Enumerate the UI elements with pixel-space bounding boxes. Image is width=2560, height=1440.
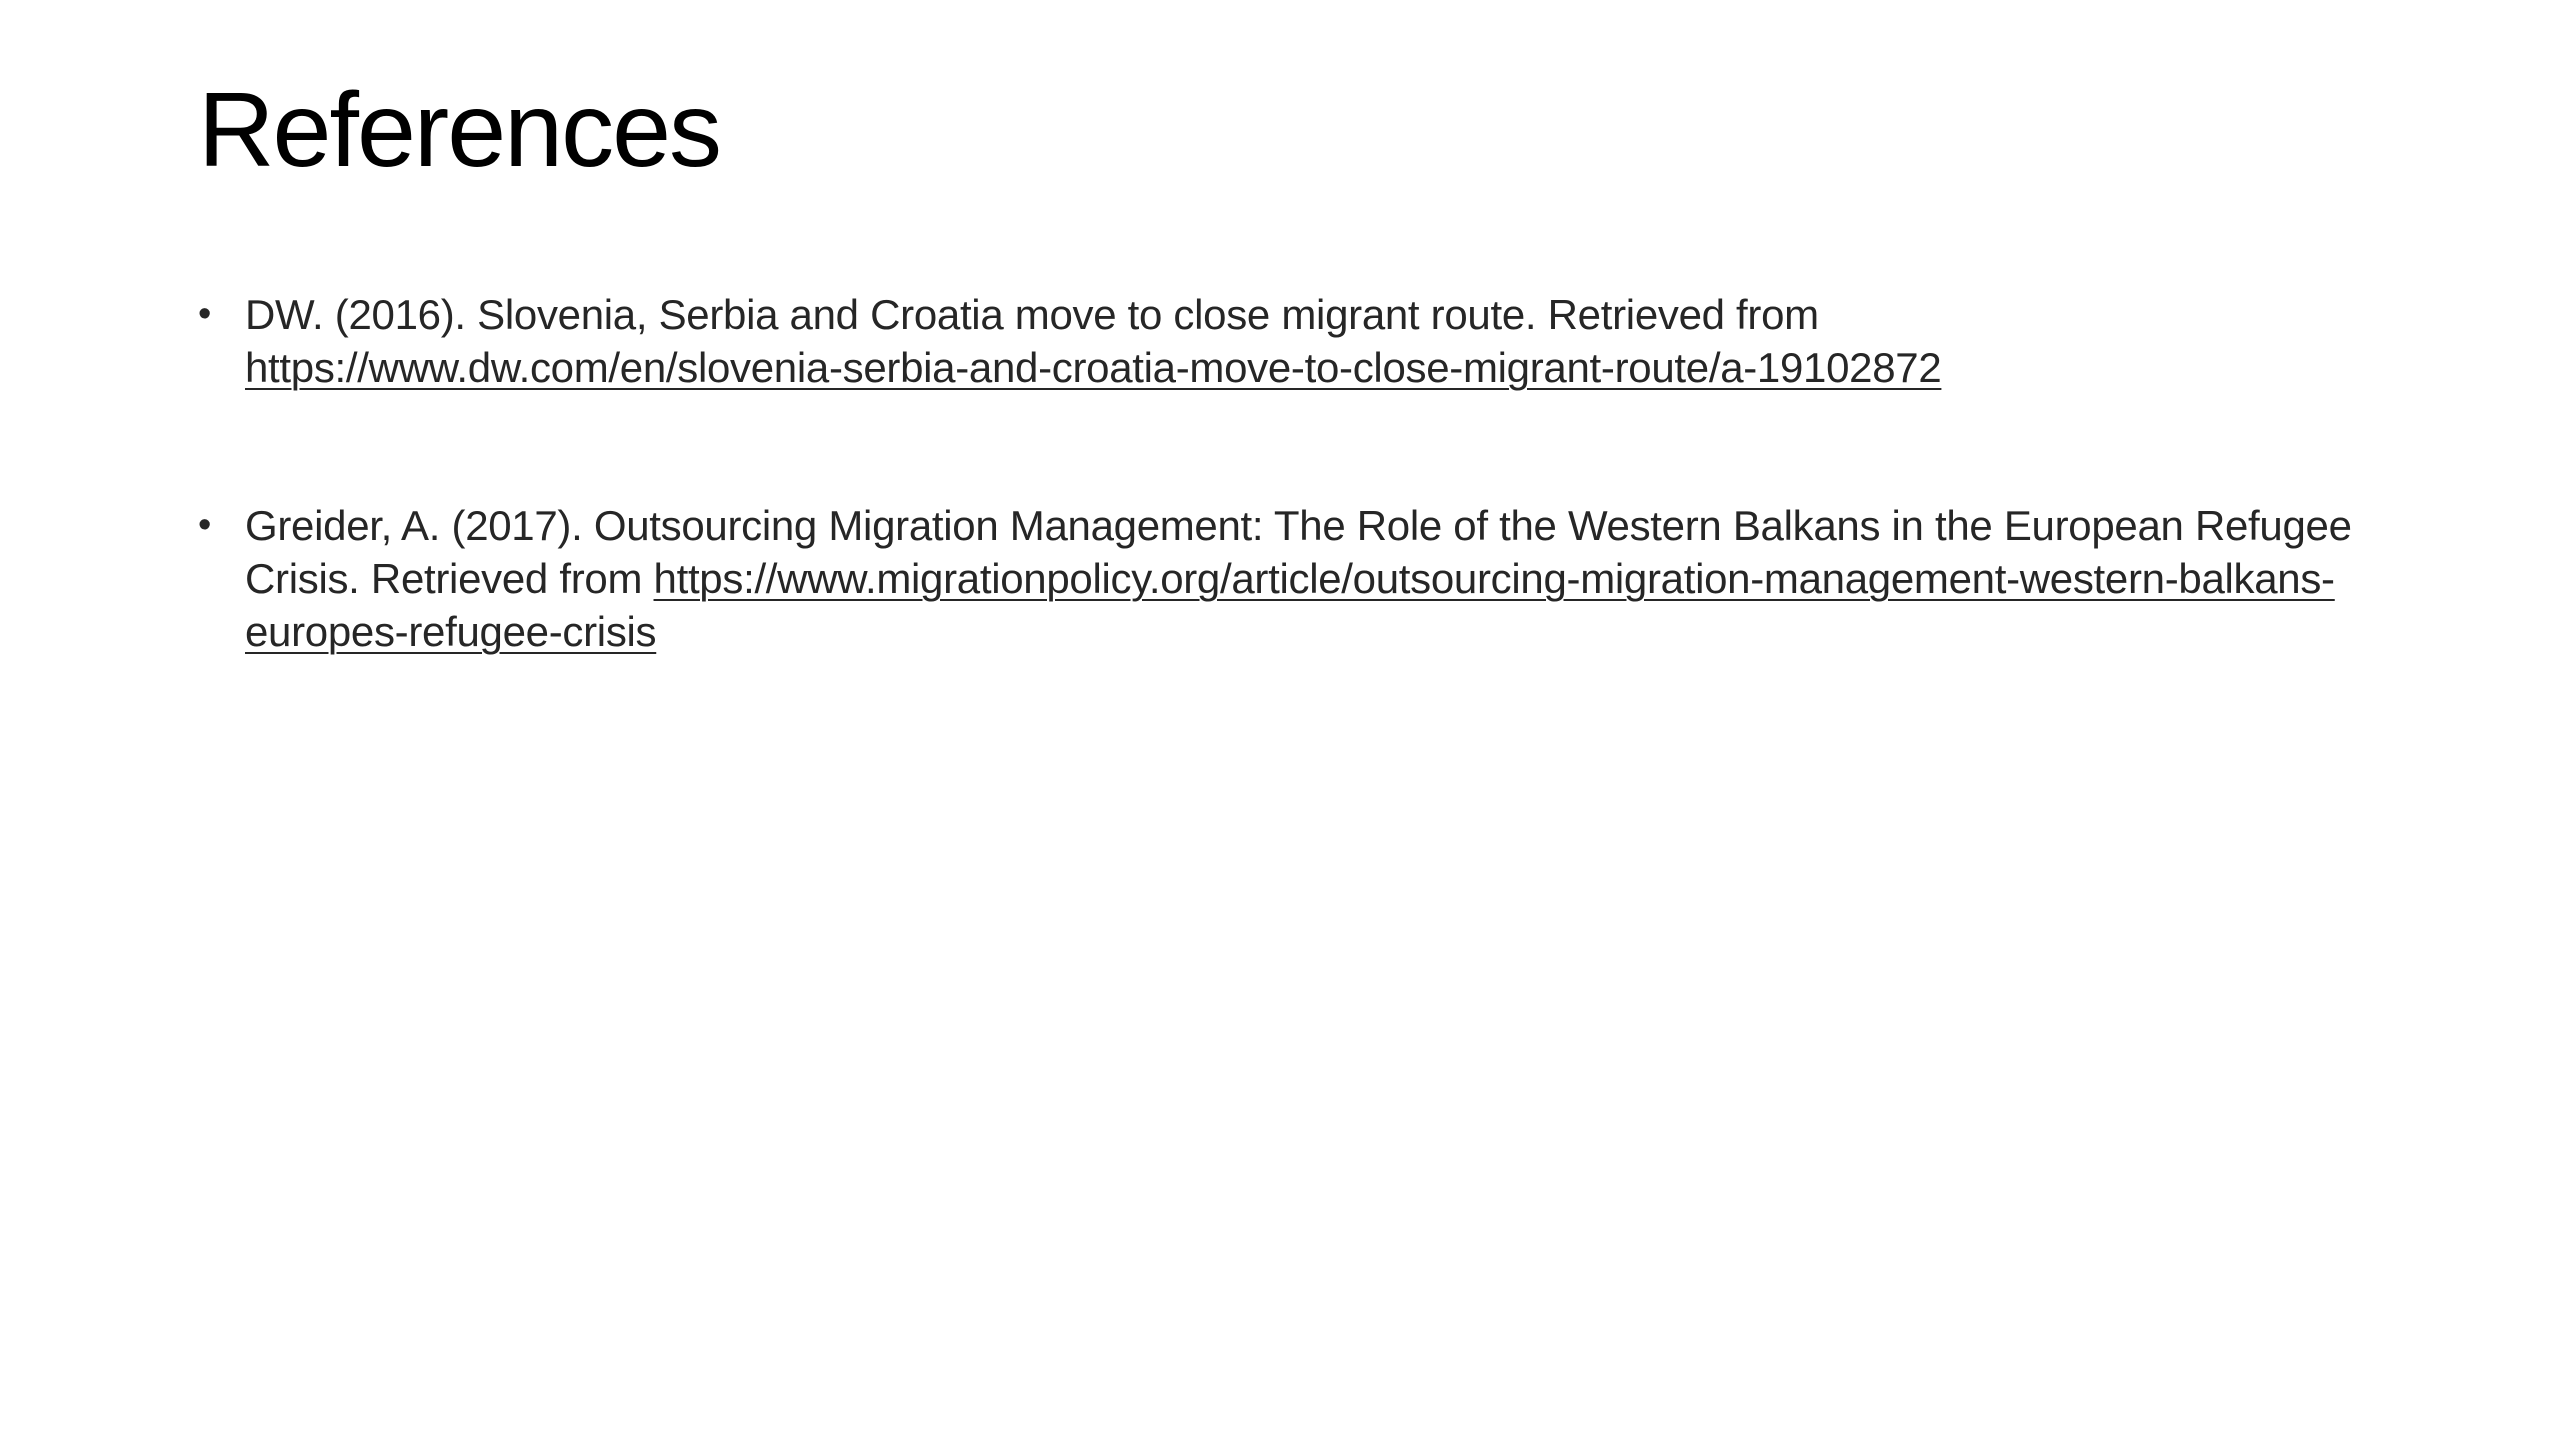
reference-list xyxy=(198,288,2378,658)
slide-title: References xyxy=(198,71,721,189)
bullet-icon: • xyxy=(198,504,212,546)
reference-item-dw xyxy=(198,288,2378,394)
reference-link[interactable]: https://www.dw.com/en/slovenia-serbia-and-croatia-move-to-close-migrant-route/a-19102872 xyxy=(245,344,1942,391)
reference-item-greider xyxy=(198,499,2378,658)
reference-text: DW. (2016). Slovenia, Serbia and Croatia move to close migrant route. Retrieved from xyxy=(245,291,1819,338)
bullet-icon: • xyxy=(198,293,212,335)
reference-link[interactable]: https://www.migrationpolicy.org/article/outsourcing-migration-management-western-balkans-europes-refugee-crisis xyxy=(245,555,2335,655)
reference-text: Greider, A. (2017). Outsourcing Migration Management: The Role of the Western Balkans in the European Refugee Crisis. Retrieved from xyxy=(245,502,2352,602)
